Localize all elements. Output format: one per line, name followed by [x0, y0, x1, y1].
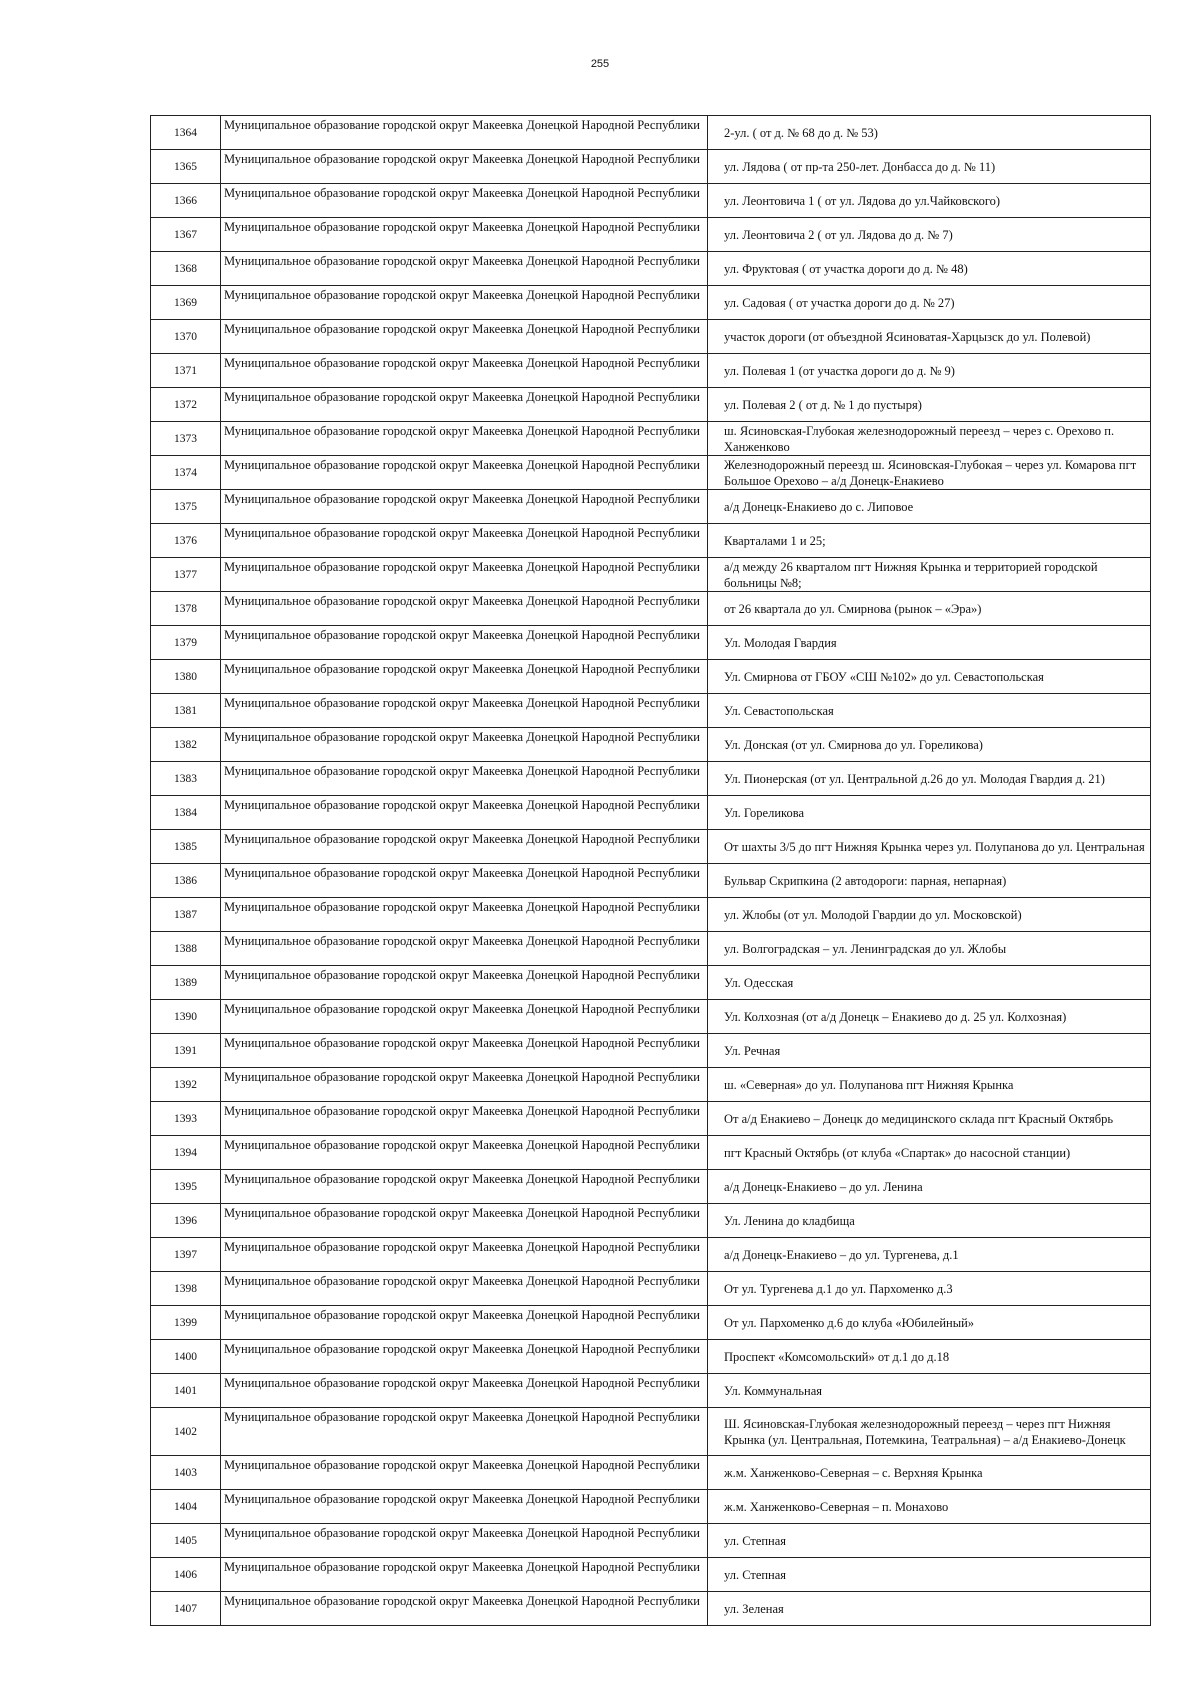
row-number: 1393 [151, 1102, 221, 1136]
table-row [151, 490, 1151, 524]
row-number: 1370 [151, 320, 221, 354]
table-row [151, 1374, 1151, 1408]
municipality-cell: Муниципальное образование городской округ Макеевка Донецкой Народной Республики [221, 1204, 708, 1238]
table-row [151, 150, 1151, 184]
municipality-cell: Муниципальное образование городской округ Макеевка Донецкой Народной Республики [221, 388, 708, 422]
road-section-cell: участок дороги (от объездной Ясиноватая-Харцызск до ул. Полевой) [708, 320, 1151, 354]
municipality-cell: Муниципальное образование городской округ Макеевка Донецкой Народной Республики [221, 1000, 708, 1034]
table-row [151, 1592, 1151, 1626]
road-section-cell: Ул. Молодая Гвардия [708, 626, 1151, 660]
road-section-cell: ул. Леонтовича 1 ( от ул. Лядова до ул.Чайковского) [708, 184, 1151, 218]
municipality-cell: Муниципальное образование городской округ Макеевка Донецкой Народной Республики [221, 932, 708, 966]
row-number: 1390 [151, 1000, 221, 1034]
table-row [151, 524, 1151, 558]
row-number: 1398 [151, 1272, 221, 1306]
table-row [151, 1068, 1151, 1102]
table-row [151, 116, 1151, 150]
row-number: 1396 [151, 1204, 221, 1238]
table-row [151, 1490, 1151, 1524]
road-section-cell: а/д Донецк-Енакиево до с. Липовое [708, 490, 1151, 524]
table-row [151, 1034, 1151, 1068]
road-section-cell: пгт Красный Октябрь (от клуба «Спартак» до насосной станции) [708, 1136, 1151, 1170]
row-number: 1373 [151, 422, 221, 456]
row-number: 1377 [151, 558, 221, 592]
road-section-cell: Ул. Колхозная (от а/д Донецк – Енакиево до д. 25 ул. Колхозная) [708, 1000, 1151, 1034]
road-section-cell: Железнодорожный переезд ш. Ясиновская-Глубокая – через ул. Комарова пгт Большое Орехово – а/д Донецк-Енакиево [708, 456, 1151, 490]
municipality-cell: Муниципальное образование городской округ Макеевка Донецкой Народной Республики [221, 1034, 708, 1068]
municipality-cell: Муниципальное образование городской округ Макеевка Донецкой Народной Республики [221, 354, 708, 388]
row-number: 1391 [151, 1034, 221, 1068]
municipality-cell: Муниципальное образование городской округ Макеевка Донецкой Народной Республики [221, 252, 708, 286]
table-row [151, 1000, 1151, 1034]
municipality-cell: Муниципальное образование городской округ Макеевка Донецкой Народной Республики [221, 150, 708, 184]
row-number: 1381 [151, 694, 221, 728]
row-number: 1397 [151, 1238, 221, 1272]
municipality-cell: Муниципальное образование городской округ Макеевка Донецкой Народной Республики [221, 728, 708, 762]
municipality-cell: Муниципальное образование городской округ Макеевка Донецкой Народной Республики [221, 1558, 708, 1592]
row-number: 1366 [151, 184, 221, 218]
row-number: 1378 [151, 592, 221, 626]
row-number: 1388 [151, 932, 221, 966]
road-section-cell: а/д Донецк-Енакиево – до ул. Ленина [708, 1170, 1151, 1204]
table-row [151, 1306, 1151, 1340]
road-section-cell: а/д между 26 кварталом пгт Нижняя Крынка и территорией городской больницы №8; [708, 558, 1151, 592]
road-section-cell: ул. Садовая ( от участка дороги до д. № 27) [708, 286, 1151, 320]
row-number: 1369 [151, 286, 221, 320]
row-number: 1392 [151, 1068, 221, 1102]
municipality-cell: Муниципальное образование городской округ Макеевка Донецкой Народной Республики [221, 1306, 708, 1340]
municipality-cell: Муниципальное образование городской округ Макеевка Донецкой Народной Республики [221, 184, 708, 218]
road-section-cell: ул. Степная [708, 1558, 1151, 1592]
road-section-cell: ж.м. Ханженково-Северная – с. Верхняя Крынка [708, 1456, 1151, 1490]
municipality-cell: Муниципальное образование городской округ Макеевка Донецкой Народной Республики [221, 1592, 708, 1626]
table-row [151, 422, 1151, 456]
road-section-cell: Ул. Донская (от ул. Смирнова до ул. Гореликова) [708, 728, 1151, 762]
municipality-cell: Муниципальное образование городской округ Макеевка Донецкой Народной Республики [221, 1238, 708, 1272]
municipality-cell: Муниципальное образование городской округ Макеевка Донецкой Народной Республики [221, 864, 708, 898]
road-section-cell: Кварталами 1 и 25; [708, 524, 1151, 558]
municipality-cell: Муниципальное образование городской округ Макеевка Донецкой Народной Республики [221, 490, 708, 524]
table-row [151, 1272, 1151, 1306]
row-number: 1387 [151, 898, 221, 932]
table-row [151, 1136, 1151, 1170]
page-number: 255 [590, 58, 610, 70]
municipality-cell: Муниципальное образование городской округ Макеевка Донецкой Народной Республики [221, 1136, 708, 1170]
table-row [151, 252, 1151, 286]
row-number: 1400 [151, 1340, 221, 1374]
row-number: 1386 [151, 864, 221, 898]
table-row [151, 966, 1151, 1000]
row-number: 1389 [151, 966, 221, 1000]
table-row [151, 1524, 1151, 1558]
table-row [151, 796, 1151, 830]
row-number: 1375 [151, 490, 221, 524]
road-section-cell: ул. Полевая 2 ( от д. № 1 до пустыря) [708, 388, 1151, 422]
road-section-cell: Ул. Севастопольская [708, 694, 1151, 728]
municipality-cell: Муниципальное образование городской округ Макеевка Донецкой Народной Республики [221, 1524, 708, 1558]
table-row [151, 354, 1151, 388]
row-number: 1407 [151, 1592, 221, 1626]
road-section-cell: Ул. Пионерская (от ул. Центральной д.26 до ул. Молодая Гвардия д. 21) [708, 762, 1151, 796]
roads-table [150, 115, 1151, 1626]
table-row [151, 456, 1151, 490]
row-number: 1406 [151, 1558, 221, 1592]
municipality-cell: Муниципальное образование городской округ Макеевка Донецкой Народной Республики [221, 1456, 708, 1490]
table-row [151, 898, 1151, 932]
road-section-cell: ул. Полевая 1 (от участка дороги до д. № 9) [708, 354, 1151, 388]
row-number: 1384 [151, 796, 221, 830]
municipality-cell: Муниципальное образование городской округ Макеевка Донецкой Народной Республики [221, 422, 708, 456]
road-section-cell: ул. Зеленая [708, 1592, 1151, 1626]
municipality-cell: Муниципальное образование городской округ Макеевка Донецкой Народной Республики [221, 1068, 708, 1102]
table-body [151, 116, 1151, 1626]
road-section-cell: Бульвар Скрипкина (2 автодороги: парная, непарная) [708, 864, 1151, 898]
table-row [151, 218, 1151, 252]
table-row [151, 1340, 1151, 1374]
table-row [151, 1102, 1151, 1136]
road-section-cell: Ш. Ясиновская-Глубокая железнодорожный переезд – через пгт Нижняя Крынка (ул. Центральная, Потемкина, Театральная) – а/д Енакиево-Донецк [708, 1408, 1151, 1456]
road-section-cell: ш. Ясиновская-Глубокая железнодорожный переезд – через с. Орехово п. Ханженково [708, 422, 1151, 456]
row-number: 1374 [151, 456, 221, 490]
row-number: 1394 [151, 1136, 221, 1170]
road-section-cell: Ул. Ленина до кладбища [708, 1204, 1151, 1238]
municipality-cell: Муниципальное образование городской округ Макеевка Донецкой Народной Республики [221, 1170, 708, 1204]
road-section-cell: Ул. Гореликова [708, 796, 1151, 830]
road-section-cell: ул. Лядова ( от пр-та 250-лет. Донбасса до д. № 11) [708, 150, 1151, 184]
municipality-cell: Муниципальное образование городской округ Макеевка Донецкой Народной Республики [221, 660, 708, 694]
municipality-cell: Муниципальное образование городской округ Макеевка Донецкой Народной Республики [221, 524, 708, 558]
municipality-cell: Муниципальное образование городской округ Макеевка Донецкой Народной Республики [221, 320, 708, 354]
municipality-cell: Муниципальное образование городской округ Макеевка Донецкой Народной Республики [221, 1340, 708, 1374]
row-number: 1368 [151, 252, 221, 286]
road-section-cell: ж.м. Ханженково-Северная – п. Монахово [708, 1490, 1151, 1524]
municipality-cell: Муниципальное образование городской округ Макеевка Донецкой Народной Республики [221, 558, 708, 592]
row-number: 1367 [151, 218, 221, 252]
row-number: 1403 [151, 1456, 221, 1490]
road-section-cell: От ул. Тургенева д.1 до ул. Пархоменко д.3 [708, 1272, 1151, 1306]
road-section-cell: ул. Степная [708, 1524, 1151, 1558]
road-section-cell: а/д Донецк-Енакиево – до ул. Тургенева, д.1 [708, 1238, 1151, 1272]
municipality-cell: Муниципальное образование городской округ Макеевка Донецкой Народной Республики [221, 1102, 708, 1136]
table-row [151, 1456, 1151, 1490]
road-section-cell: Ул. Коммунальная [708, 1374, 1151, 1408]
table-row [151, 626, 1151, 660]
road-section-cell: 2-ул. ( от д. № 68 до д. № 53) [708, 116, 1151, 150]
row-number: 1395 [151, 1170, 221, 1204]
road-section-cell: ул. Жлобы (от ул. Молодой Гвардии до ул. Московской) [708, 898, 1151, 932]
road-section-cell: От ул. Пархоменко д.6 до клуба «Юбилейный» [708, 1306, 1151, 1340]
row-number: 1405 [151, 1524, 221, 1558]
row-number: 1401 [151, 1374, 221, 1408]
table-row [151, 864, 1151, 898]
table-row [151, 1558, 1151, 1592]
table-row [151, 694, 1151, 728]
municipality-cell: Муниципальное образование городской округ Макеевка Донецкой Народной Республики [221, 456, 708, 490]
municipality-cell: Муниципальное образование городской округ Макеевка Донецкой Народной Республики [221, 898, 708, 932]
road-section-cell: От шахты 3/5 до пгт Нижняя Крынка через ул. Полупанова до ул. Центральная [708, 830, 1151, 864]
municipality-cell: Муниципальное образование городской округ Макеевка Донецкой Народной Республики [221, 1272, 708, 1306]
road-section-cell: ул. Фруктовая ( от участка дороги до д. № 48) [708, 252, 1151, 286]
table-row [151, 830, 1151, 864]
municipality-cell: Муниципальное образование городской округ Макеевка Донецкой Народной Республики [221, 966, 708, 1000]
row-number: 1379 [151, 626, 221, 660]
municipality-cell: Муниципальное образование городской округ Макеевка Донецкой Народной Республики [221, 796, 708, 830]
municipality-cell: Муниципальное образование городской округ Макеевка Донецкой Народной Республики [221, 626, 708, 660]
municipality-cell: Муниципальное образование городской округ Макеевка Донецкой Народной Республики [221, 592, 708, 626]
road-section-cell: от 26 квартала до ул. Смирнова (рынок – «Эра») [708, 592, 1151, 626]
road-section-cell: Проспект «Комсомольский» от д.1 до д.18 [708, 1340, 1151, 1374]
row-number: 1365 [151, 150, 221, 184]
table-row [151, 932, 1151, 966]
municipality-cell: Муниципальное образование городской округ Макеевка Донецкой Народной Республики [221, 1374, 708, 1408]
table-row [151, 762, 1151, 796]
municipality-cell: Муниципальное образование городской округ Макеевка Донецкой Народной Республики [221, 218, 708, 252]
municipality-cell: Муниципальное образование городской округ Макеевка Донецкой Народной Республики [221, 830, 708, 864]
row-number: 1404 [151, 1490, 221, 1524]
municipality-cell: Муниципальное образование городской округ Макеевка Донецкой Народной Республики [221, 762, 708, 796]
road-section-cell: ш. «Северная» до ул. Полупанова пгт Нижняя Крынка [708, 1068, 1151, 1102]
row-number: 1385 [151, 830, 221, 864]
table-row [151, 592, 1151, 626]
row-number: 1383 [151, 762, 221, 796]
road-section-cell: Ул. Смирнова от ГБОУ «СШ №102» до ул. Севастопольская [708, 660, 1151, 694]
table-row [151, 320, 1151, 354]
table-row [151, 286, 1151, 320]
row-number: 1376 [151, 524, 221, 558]
table-row [151, 1170, 1151, 1204]
municipality-cell: Муниципальное образование городской округ Макеевка Донецкой Народной Республики [221, 694, 708, 728]
row-number: 1364 [151, 116, 221, 150]
row-number: 1380 [151, 660, 221, 694]
table-row [151, 1408, 1151, 1456]
table-row [151, 388, 1151, 422]
table-row [151, 728, 1151, 762]
table-row [151, 1204, 1151, 1238]
row-number: 1371 [151, 354, 221, 388]
road-section-cell: Ул. Речная [708, 1034, 1151, 1068]
municipality-cell: Муниципальное образование городской округ Макеевка Донецкой Народной Республики [221, 1408, 708, 1456]
road-section-cell: ул. Леонтовича 2 ( от ул. Лядова до д. № 7) [708, 218, 1151, 252]
municipality-cell: Муниципальное образование городской округ Макеевка Донецкой Народной Республики [221, 1490, 708, 1524]
row-number: 1399 [151, 1306, 221, 1340]
row-number: 1402 [151, 1408, 221, 1456]
road-section-cell: ул. Волгоградская – ул. Ленинградская до ул. Жлобы [708, 932, 1151, 966]
table-row [151, 660, 1151, 694]
row-number: 1372 [151, 388, 221, 422]
road-section-cell: От а/д Енакиево – Донецк до медицинского склада пгт Красный Октябрь [708, 1102, 1151, 1136]
table-row [151, 1238, 1151, 1272]
municipality-cell: Муниципальное образование городской округ Макеевка Донецкой Народной Республики [221, 286, 708, 320]
municipality-cell: Муниципальное образование городской округ Макеевка Донецкой Народной Республики [221, 116, 708, 150]
table-row [151, 184, 1151, 218]
row-number: 1382 [151, 728, 221, 762]
road-section-cell: Ул. Одесская [708, 966, 1151, 1000]
table-row [151, 558, 1151, 592]
